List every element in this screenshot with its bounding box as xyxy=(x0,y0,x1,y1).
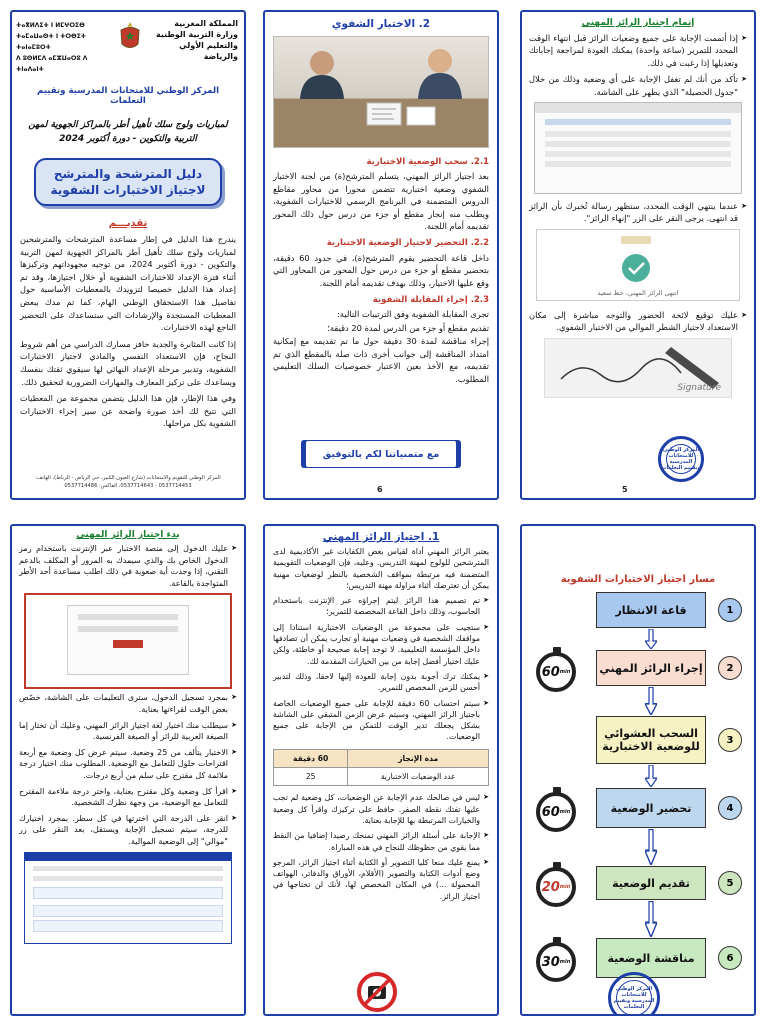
timer-unit: min xyxy=(559,669,571,675)
down-arrow-icon xyxy=(645,829,657,865)
draw-situation-text: بعد اجتياز الرائز المهني، يتسلم المترشح(ة) من لجنة الاختبار الشفوي وضعية اختبارية تتضمن محورا من محاور مقاطع الدروس المتضمنة في البرنامج الرسمي للاختبارات الشفوية، ويطلب منه إنجاز مقطع أو جزء من درس حول ذلك المحور تقديمه أمام اللجنة. xyxy=(273,171,489,232)
timer-value: 60 xyxy=(541,664,560,680)
flow-step-label: تحضير الوضعية xyxy=(610,801,692,815)
test-bullet-5: ➤ ليس في صالحك عدم الإجابة عن الوضعيات، كل وضعية لم تجب عليها تفتك نقطة الصفر. حافظ على تركيزك واقرأ كل وضعية والخيارات المرتبطة بها للإجابة بعناية. xyxy=(273,792,489,826)
start-bullet-5: ➤ اقرأ كل وضعية وكل مقترح بعناية، واختر درجة ملاءمة المقترح للتعامل مع الوضعية، من وجهة نظرك الشخصية. xyxy=(19,786,237,809)
finish-bullet-2: ➤ تأكد من أنك لم تغفل الإجابة على أي وضعية وذلك من خلال "جدول الحصيلة" الذي يظهر على الشاشة. xyxy=(529,73,747,98)
finish-test-text-3 xyxy=(522,309,754,334)
flow-step-6 xyxy=(596,938,706,978)
draw-situation-heading: 2.1. سحب الوضعية الاختبارية xyxy=(366,157,489,167)
form-field xyxy=(78,626,178,632)
test-bullet-2: ➤ ستجيب على مجموعة من الوضعيات الاختبارية استنادا إلى مواقفك الشخصية في وضعيات مهنية أو تجارب يمكن أن تصادفها داخل المؤسسة التعليمية. لا توجد إجابة صحيحة أو خاطئة، ولكن عليك اختيار أفضل إجابة من بين الخيارات المقدمة لك. xyxy=(273,622,489,667)
table-cell: 25 xyxy=(274,768,348,786)
summary-table-screenshot xyxy=(534,102,742,194)
professional-test-intro: يعتبر الرائز المهني أداة لقياس بعض الكفايات غير الأكاديمية لدى المترشحين للولوج لمهنة التدريس. وعليه، فإن الوضعيات التقويمية المتضمنة فيه مرتبطة بمواقف الشخصية بالنظر لوضعيات مهنية يمكن أن تعترضك أثناء مزاولة مهنة التدريس؛ xyxy=(273,547,489,590)
end-message-screenshot xyxy=(536,229,740,301)
down-arrow-icon xyxy=(645,687,657,715)
good-luck-text: مع متمنياتنا لكم بالتوفيق xyxy=(322,448,440,460)
start-test-text xyxy=(12,543,244,589)
flow-step-number: 3 xyxy=(718,728,742,752)
flow-step-number: 1 xyxy=(718,598,742,622)
good-luck-banner xyxy=(305,440,457,468)
flow-diagram xyxy=(522,526,756,1016)
down-arrow-icon xyxy=(645,765,657,787)
flow-step-number: 5 xyxy=(718,871,742,895)
interview-bullet-2: إجراء مناقشة لمدة 30 دقيقة حول ما تم تقديمه مع إمكانية امتداد المناقشة إلى جوانب أخرى ذات صلة بالمقطع الذي تم تقديمه، مع الأخذ بعين الاعتبار خصوصيات السلك التعليمي المطلوب. xyxy=(273,336,490,384)
screenshot-row xyxy=(545,161,731,167)
finish-bullet-3: ➤ عندما ينتهي الوقت المحدد، ستظهر رسالة تُخبرك بأن الرائز قد انتهى. يرجى النقر على الزر "إنهاء الرائز". xyxy=(529,200,747,225)
test-bullet-1: ➤ تم تصميم هذا الرائز ليتم إجراؤه عبر الإنترنت باستخدام الحاسوب، وذلك داخل القاعة المخصصة للتمرير؛ xyxy=(273,595,489,618)
table-row xyxy=(274,768,489,786)
flow-step-label: إجراء الرائز المهني xyxy=(599,661,703,675)
flow-step-label: السحب العشوائي للوضعية الاختبارية xyxy=(602,727,700,753)
login-form-mock xyxy=(67,605,189,675)
start-test-title: بدء اجتياز الرائز المهني xyxy=(76,530,180,540)
form-field xyxy=(78,614,178,620)
interview-heading: 2.3. إجراء المقابلة الشفوية xyxy=(372,295,489,306)
option-row xyxy=(33,905,223,917)
start-test-panel xyxy=(10,524,246,1016)
intro-paragraph-1: يندرج هذا الدليل في إطار مساعدة المترشحات والمترشحين لمباريات ولوج سلك تأهيل أطر بالمراكز الجهوية لمهن التربية والتكوين - دورة أكتوبر 2024، من توجيه مجهوداتهم وتركيزها أثناء فترة الإعداد للاختبارات الشفوية أو خلال اجتيازها، وقد تم إعداد هذا الدليل خصيصا لتزويدك بالمعطيات الأساسية حول تفاصيل هذا الاستحقاق الوطني الهام، كما تم مدك ببعض المعطيات المستجدة والإرشادات التي ستساعدك على التحضير الناجع لهذه الاختبارات. xyxy=(20,234,236,333)
stamp-label: المركز الوطني للامتحانات المدرسية وتقييم التعلمات xyxy=(613,986,655,1010)
signature-image xyxy=(544,338,732,398)
flow-panel xyxy=(520,524,756,1016)
start-bullet-4: ➤ الاختبار يتألف من 25 وضعية. سيتم عرض كل وضعية مع أربعة اقتراحات حلول للتعامل مع الوضعية. المطلوب منك اختيار درجة ملائمة كل مقترح على سلم من أربع درجات. xyxy=(19,747,237,782)
flow-step-number: 6 xyxy=(718,946,742,970)
stopwatch-icon xyxy=(536,652,576,692)
start-bullet-3: ➤ سيطلب منك اختيار لغة اجتياز الرائز المهني، وعليك أن تختار إما الصيغة العربية للرائز أو الصيغة الفرنسية. xyxy=(19,720,237,743)
screenshot-row xyxy=(545,131,731,137)
timer-value: 60 xyxy=(541,804,560,820)
contest-title: لمباريات ولوج سلك تأهيل أطر بالمراكز الجهوية لمهن التربية والتكوين - دورة أكتوبر 2024 xyxy=(28,120,228,144)
flow-step-1 xyxy=(596,592,706,628)
flow-step-3 xyxy=(596,716,706,764)
flow-step-number: 4 xyxy=(718,796,742,820)
cover-header-tifinagh: ⵜⴰⴳⵍⴷⵉⵜ ⵏ ⵍⵎⵖⵔⵉⴱ ⵜⴰⵎⴰⵡⴰⵙⵜ ⵏ ⵜⵔⴱⵉⵜ ⵜⴰⵏⴰⵎⵓⵔⵜ ⴷ ⵓⵙⵍⵎⴷ ⴰⵎⵣⵡⴰⵔⵓ ⴷ ⵜⵏⴰⴷⴰⵏⵜ xyxy=(16,22,88,73)
prepare-situation-text: داخل قاعة التحضير يقوم المترشح(ة)، في حدود 60 دقيقة، بتحضير مقطع أو جزء من درس حول المحور من المحاور التي وقع عليها الاختيار، وذلك بهدف تقديمه أمام اللجنة. xyxy=(273,252,490,288)
form-button xyxy=(113,640,143,648)
oral-exam-panel xyxy=(263,10,499,500)
interview-photo xyxy=(273,36,489,148)
flow-step-5 xyxy=(596,866,706,900)
oral-exam-title: 2. الاختبار الشفوي xyxy=(331,18,431,30)
cover-panel xyxy=(10,10,246,500)
professional-test-text xyxy=(265,546,497,902)
screenshot-header-bar xyxy=(535,103,741,113)
professional-test-panel xyxy=(263,524,499,1016)
question-screenshot xyxy=(24,852,232,944)
stopwatch-icon xyxy=(536,867,576,907)
interview-intro: تجرى المقابلة الشفوية وفق الترتيبات التالية: xyxy=(337,309,489,320)
timer-value: 30 xyxy=(541,954,560,970)
cover-header xyxy=(12,12,244,82)
finish-bullet-1: ➤ إذا أتممت الإجابة على جميع وضعيات الرائز قبل انتهاء الوقت المحدد للتمرير (ساعة واحدة) يمكنك العودة لمراجعة إجاباتك وتعديلها إذا رغبت في ذلك. xyxy=(529,32,747,69)
cover-footer: المركز الوطني للتقويم والامتحانات (شارع العيون الكبير، حي الرياض - الرباط)، الهاتف: 0537714453 - 0537714643، الفاكس: 0537714486 xyxy=(35,475,221,489)
table-cell: 60 دقيقة xyxy=(274,749,348,767)
down-arrow-icon xyxy=(645,901,657,937)
login-screenshot xyxy=(24,593,232,689)
question-line xyxy=(33,876,223,881)
test-info-table xyxy=(273,749,489,787)
timer-unit: min xyxy=(559,884,571,890)
stopwatch-icon xyxy=(536,942,576,982)
finish-test-text-2 xyxy=(522,200,754,225)
official-stamp xyxy=(608,972,660,1016)
timer-unit: min xyxy=(559,959,571,965)
flow-step-4 xyxy=(596,788,706,828)
page-number: 5 xyxy=(622,485,628,494)
table-cell: مدة الإنجاز xyxy=(348,749,489,767)
start-bullet-1: ➤ عليك الدخول إلى منصة الاختبار عبر الإنترنت باستخدام رمز الدخول الخاص بك والذي سيمدك به المرور أو المكلف بالدعم التقني، إذا وجدت أية صعوبة في ذلك اطلب مساعدة أحد الأطر المتواجدة بالقاعة. xyxy=(19,543,237,589)
test-bullet-4: ➤ سيتم احتساب 60 دقيقة للإجابة على جميع الوضعيات الخاصة باجتياز الرائز المهني، وسيتم عرض الزمن المتبقي على الشاشة بشكل يجعلك تدير الوقت للتمكن من الإجابة على جميع الوضعيات. xyxy=(273,698,489,743)
flow-step-label: تقديم الوضعية xyxy=(612,876,690,890)
question-line xyxy=(33,866,223,871)
finish-test-title: إتمام اجتياز الرائز المهني xyxy=(581,18,695,28)
cover-header-ar: المملكة المغربية وزارة التربية الوطنية والتعليم الأولي والرياضة xyxy=(155,19,238,61)
intro-paragraph-3: وفي هذا الإطار، فإن هذا الدليل يتضمن مجموعة من المعطيات التي تتيح لك أخذ صورة واضحة عن سير إجراء الاختبارات الشفوية بكل مراحلها. xyxy=(20,393,236,429)
end-message-text: انتهى الرائز المهني، حظ سعيد xyxy=(597,288,679,297)
official-stamp xyxy=(658,436,704,482)
table-cell: عدد الوضعيات الاختبارية xyxy=(348,768,489,786)
page-number: 6 xyxy=(377,485,383,494)
professional-test-title: 1. اجتياز الرائز المهني xyxy=(322,531,440,543)
question-header-bar xyxy=(25,853,231,861)
flow-step-2 xyxy=(596,650,706,686)
test-bullet-7: ➤ يمنع عليك منعا كليا التصوير أو الكتابة أثناء اجتياز الرائز، المرجو وضع أدوات الكتابة والتصوير (الأقلام، الأوراق والدفاتر، الهواتف المحمولة ...) في المكان المخصص لها، لأنك لن تحتاجها في اجتياز الرائز. xyxy=(273,857,489,902)
intro-heading: تقديـــم xyxy=(108,218,148,229)
finish-test-text xyxy=(522,32,754,98)
interview-bullet-1: تقديم مقطع أو جزء من الدرس لمدة 20 دقيقة؛ xyxy=(327,322,489,333)
no-camera-icon xyxy=(357,972,397,1012)
timer-unit: min xyxy=(559,809,571,815)
option-row xyxy=(33,887,223,899)
flow-step-label: قاعة الانتظار xyxy=(615,603,687,617)
moroccan-emblem-icon xyxy=(117,20,143,52)
flow-step-number: 2 xyxy=(718,656,742,680)
down-arrow-icon xyxy=(645,629,657,649)
option-row xyxy=(33,920,223,932)
test-bullet-6: ➤ الإجابة على أسئلة الرائز المهني تمنحك رصيدا إضافيا من النقط مما يقوي من حظوظك للنجاح في هذه المباراة. xyxy=(273,830,489,853)
guide-title-box xyxy=(34,158,222,206)
screenshot-row xyxy=(545,141,731,147)
prepare-situation-heading: 2.2. التحضير لاجتياز الوضعية الاختبارية xyxy=(326,238,489,249)
start-bullet-6: ➤ انقر على الدرجة التي اخترتها في كل سطر. بمجرد اختيارك للدرجة، سيتم تسجيل الإجابة ويستقل، بعد النقر على زر "موالي" إلى الوضعية الموالية. xyxy=(19,813,237,848)
center-name: المركز الوطني للامتحانات المدرسية وتقييم التعلمات xyxy=(36,86,220,106)
test-bullet-3: ➤ يمكنك ترك أجوبة بدون إجابة للعودة إليها لاحقا، وذلك لتدبير أحسن للزمن المخصص للتمرير. xyxy=(273,671,489,694)
interview-illustration xyxy=(273,37,488,148)
intro-paragraph-2: إذا كانت المثابرة والجدية حافز مسارك الدراسي من أهم شروط النجاح، فإن الاستعداد النفسي والمادي لاجتياز الاختبارات الشفوية، وتدبير مرحلة الإعداد النهائي لها سيقوي ثقتك بنفسك ويساعدك على تركيز المعارف والمهارات الضرورية لتحقيق ذلك. xyxy=(20,338,236,387)
finish-bullet-4: ➤ عليك توقيع لائحة الحضور والتوجه مباشرة إلى مكان الاستعداد لاجتياز الشطر الموالي من الاختبار الشفوي. xyxy=(529,309,747,334)
oral-exam-text xyxy=(265,156,497,385)
screenshot-row xyxy=(545,151,731,157)
intro-text xyxy=(12,233,244,430)
start-test-text-2 xyxy=(12,692,244,847)
screenshot-row xyxy=(545,119,731,125)
guide-title: دليل المترشحة والمترشح لاجتياز الاختبارات الشفوية xyxy=(50,167,206,197)
flow-step-label: مناقشة الوضعية xyxy=(607,951,695,965)
flow-title: مسار اجتياز الاختبارات الشفوية xyxy=(560,574,716,585)
finish-test-panel xyxy=(520,10,756,500)
signature-label: Signature xyxy=(677,382,721,393)
table-row xyxy=(274,749,489,767)
stopwatch-icon xyxy=(536,792,576,832)
timer-value: 20 xyxy=(541,879,560,895)
stamp-label: المركز الوطني للامتحانات المدرسية وتقييم التعلمات xyxy=(661,447,701,471)
start-bullet-2: ➤ بمجرد تسجيل الدخول، سترى التعليمات على الشاشة، خصّص بعض الوقت لقراءتها بعناية. xyxy=(19,692,237,715)
